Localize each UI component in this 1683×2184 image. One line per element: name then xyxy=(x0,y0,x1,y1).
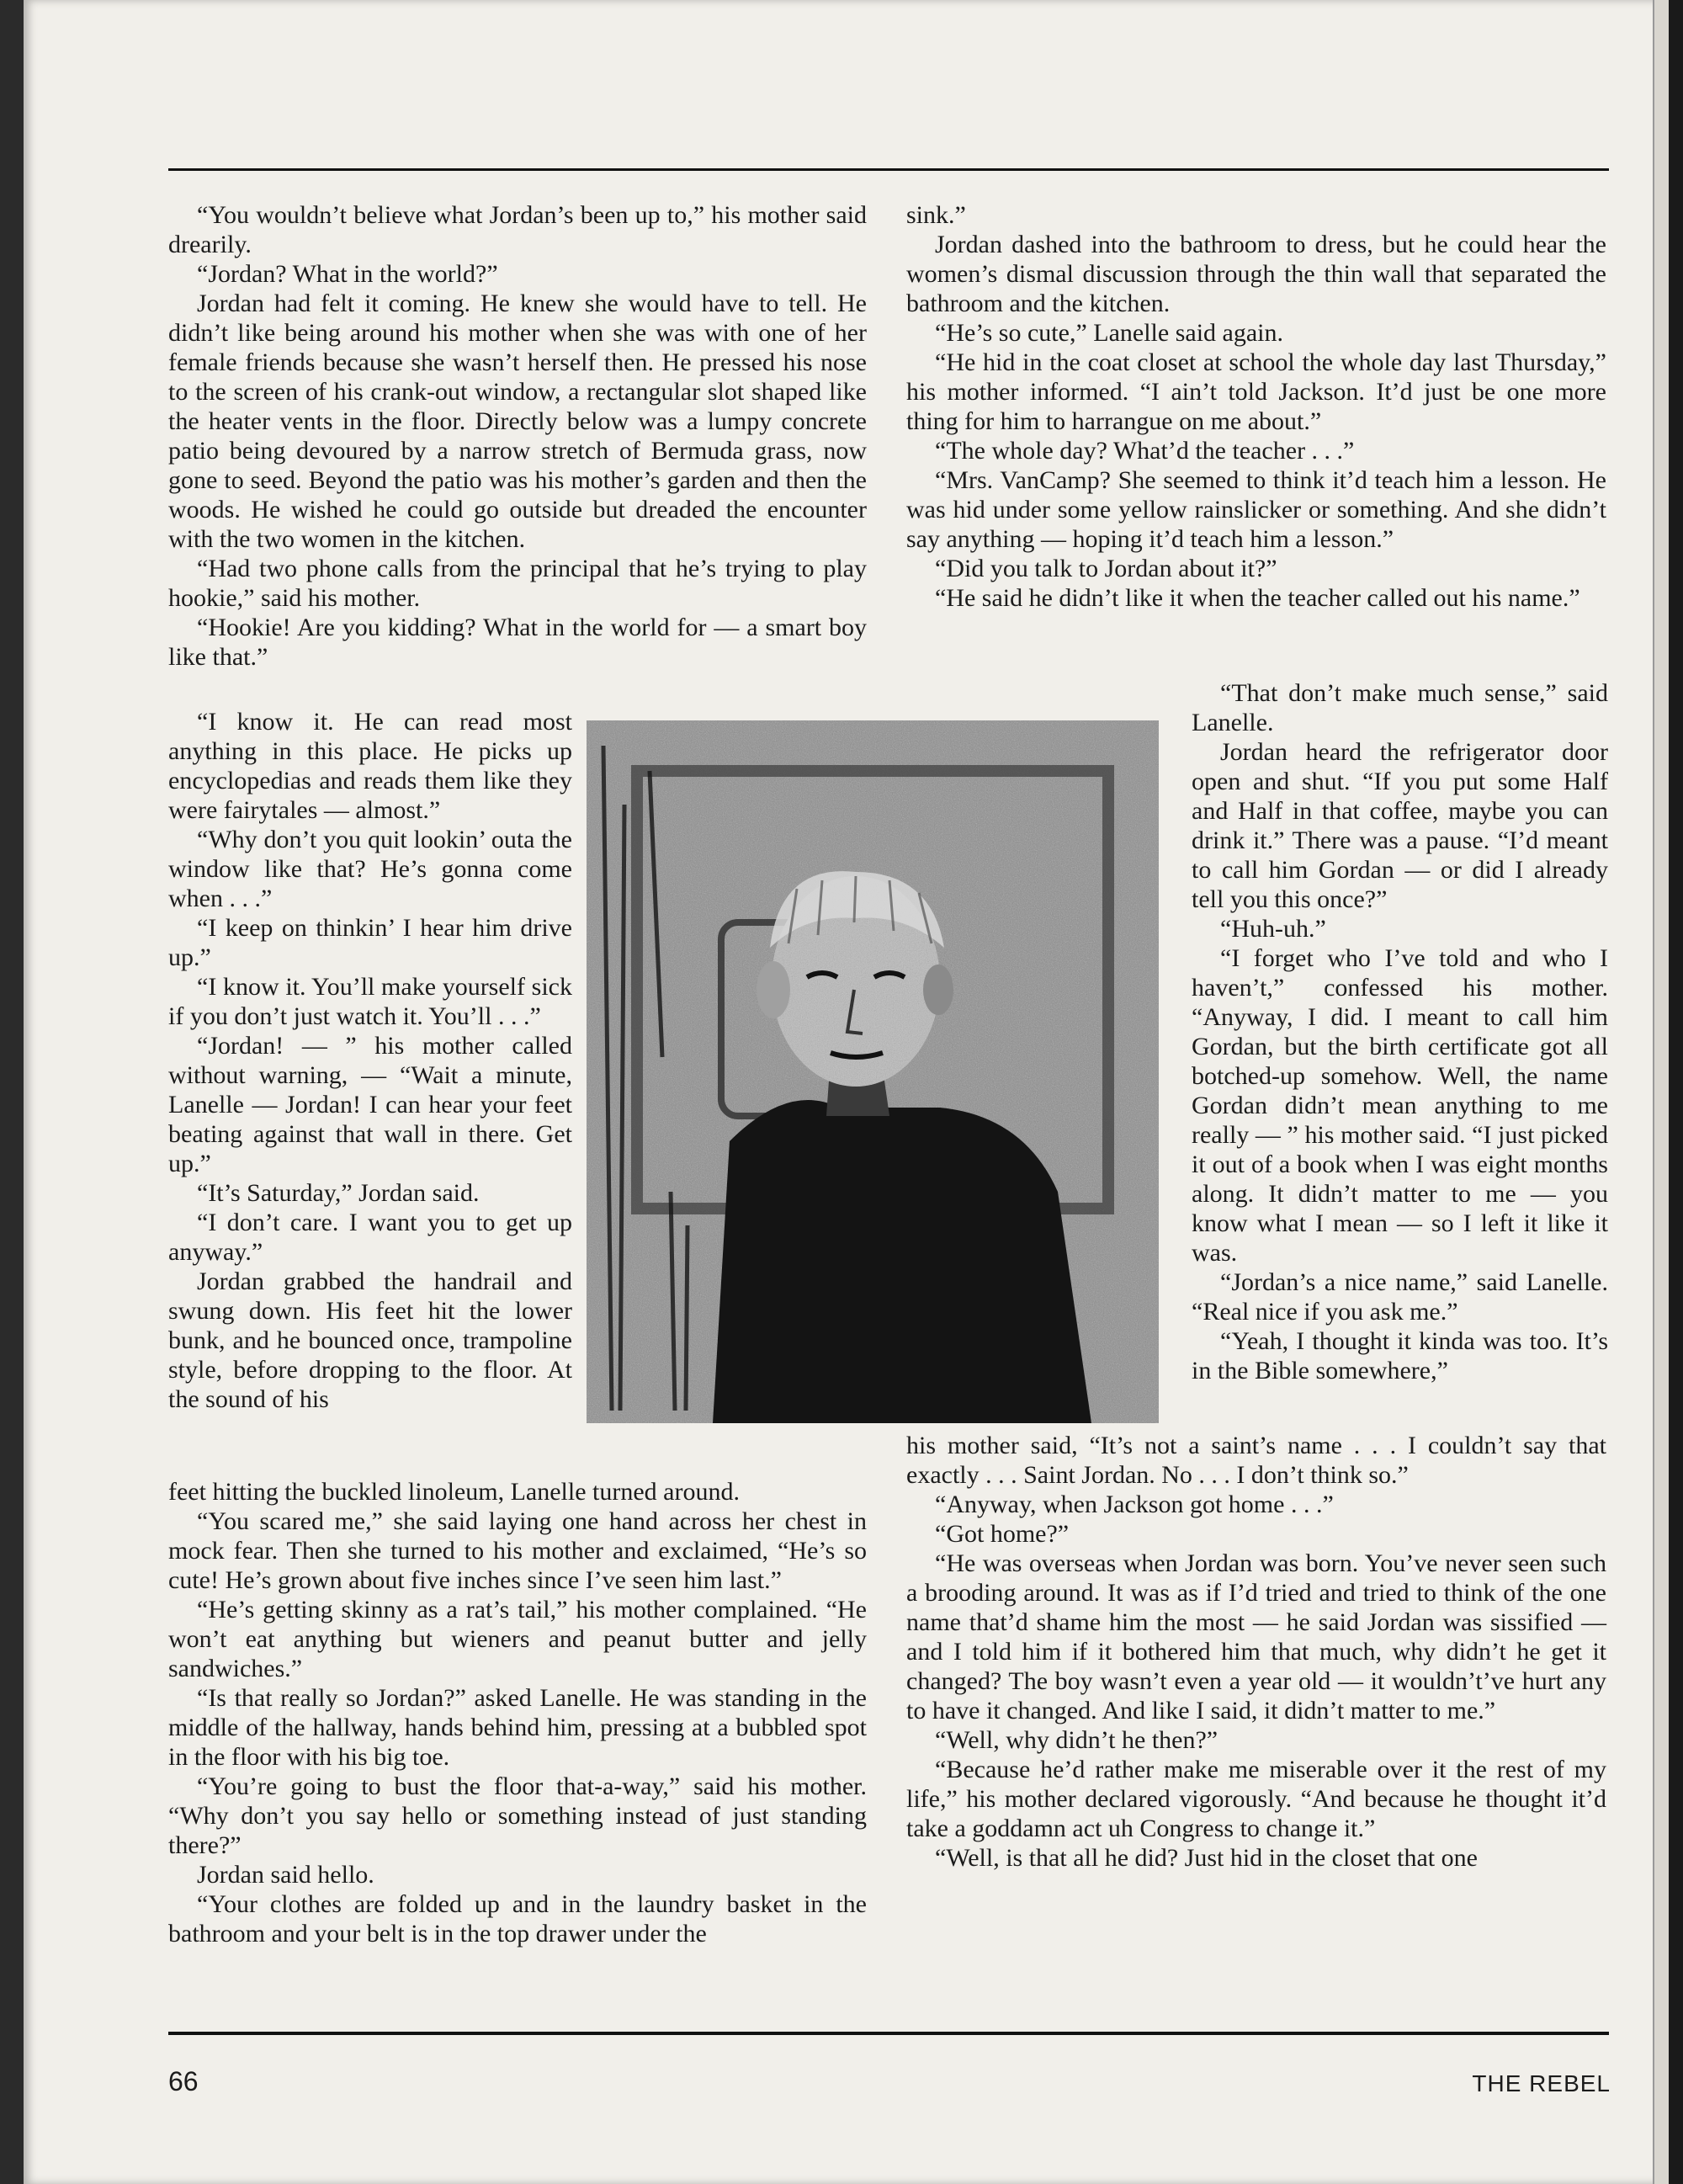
paragraph: “I keep on thinkin’ I hear him drive up.” xyxy=(168,914,572,971)
page-edge xyxy=(1653,0,1669,2184)
paragraph: “Jordan! — ” his mother called without warning, — “Wait a minute, Lanelle — Jordan! I can hear your feet beating against that wall in there. Get up.” xyxy=(168,1032,572,1177)
right-column-narrow xyxy=(1192,678,1608,1385)
paragraph: “He’s getting skinny as a rat’s tail,” his mother complained. “He won’t eat anything but wieners and peanut butter and jelly sandwiches.” xyxy=(168,1596,867,1682)
boy-etching-icon xyxy=(587,720,1159,1423)
paragraph: “The whole day? What’d the teacher . . .” xyxy=(935,437,1355,465)
paragraph: “Well, why didn’t he then?” xyxy=(935,1726,1218,1754)
right-column-top xyxy=(906,200,1606,613)
left-column-narrow xyxy=(168,707,572,1414)
page-number: 66 xyxy=(168,2066,199,2096)
paragraph: “You wouldn’t believe what Jordan’s been up to,” his mother said drearily. xyxy=(168,201,867,258)
paragraph: Jordan grabbed the handrail and swung down. His feet hit the lower bunk, and he bounced once, trampoline style, before dropping to the floor. At the sound of his xyxy=(168,1267,572,1413)
paragraph: “I know it. He can read most anything in this place. He picks up encyclopedias and reads them like they were fairytales — almost.” xyxy=(168,708,572,824)
bottom-rule xyxy=(168,2032,1609,2035)
paragraph: “You’re going to bust the floor that-a-way,” said his mother. “Why don’t you say hello or something instead of just standing there?” xyxy=(168,1772,867,1859)
paragraph: “I know it. You’ll make yourself sick if you don’t just watch it. You’ll . . .” xyxy=(168,973,572,1030)
binding-spine xyxy=(0,0,24,2184)
left-column-bottom xyxy=(168,1477,867,1948)
paragraph: “Why don’t you quit lookin’ outa the window like that? He’s gonna come when . . .” xyxy=(168,826,572,912)
paragraph: “Anyway, when Jackson got home . . .” xyxy=(935,1491,1334,1518)
paragraph: “He was overseas when Jordan was born. You’ve never seen such a brooding around. It was as if I’d tried and tried to think of the one name that’d shame him the most — he said Jordan was sissified — and I told him if it bothered him that much, why didn’t he get it changed? The boy wasn’t even a year old — it wouldn’t’ve hurt any to have it changed. And like I said, it didn’t matter to me.” xyxy=(906,1549,1606,1724)
paragraph-continuation: his mother said, “It’s not a saint’s name . . . I couldn’t say that exactly . . . Saint Jordan. No . . . I don’t think so.” xyxy=(906,1432,1606,1489)
paragraph: “It’s Saturday,” Jordan said. xyxy=(197,1179,480,1207)
paragraph: “Got home?” xyxy=(935,1520,1070,1548)
paragraph: Jordan dashed into the bathroom to dress, but he could hear the women’s dismal discussion through the thin wall that separated the bathroom and the kitchen. xyxy=(906,231,1606,317)
paragraph: “He hid in the coat closet at school the whole day last Thursday,” his mother informed. “I ain’t told Jackson. It’d just be one more thing for him to harrangue on me about.” xyxy=(906,348,1606,435)
paragraph: “Huh-uh.” xyxy=(1220,915,1326,943)
right-column-bottom xyxy=(906,1431,1606,1873)
paragraph: “I don’t care. I want you to get up anyway.” xyxy=(168,1209,572,1266)
paragraph: “Did you talk to Jordan about it?” xyxy=(935,555,1277,582)
paragraph: “Because he’d rather make me miserable over it the rest of my life,” his mother declared vigorously. “And because he thought it’d take a goddamn act uh Congress to change it.” xyxy=(906,1756,1606,1842)
paragraph: “He said he didn’t like it when the teacher called out his name.” xyxy=(935,584,1580,612)
paragraph: “Jordan’s a nice name,” said Lanelle. “Real nice if you ask me.” xyxy=(1192,1268,1608,1326)
paragraph: “Had two phone calls from the principal that he’s trying to play hookie,” said his mother. xyxy=(168,555,867,612)
paragraph: “Well, is that all he did? Just hid in the closet that one xyxy=(935,1844,1478,1872)
paragraph: Jordan had felt it coming. He knew she would have to tell. He didn’t like being around his mother when she was with one of her female friends because she wasn’t herself then. He pressed his nose to the screen of his crank-out window, a rectangular slot shaped like the heater vents in the floor. Directly below was a lumpy concrete patio being devoured by a narrow stretch of Bermuda grass, now gone to seed. Beyond the patio was his mother’s garden and then the woods. He wished he could go outside but dreaded the encounter with the two women in the kitchen. xyxy=(168,290,867,553)
left-column-top xyxy=(168,200,867,672)
paragraph: “You scared me,” she said laying one hand across her chest in mock fear. Then she turned to his mother and exclaimed, “He’s so cute! He’s grown about five inches since I’ve seen him last.” xyxy=(168,1507,867,1594)
paragraph: “Mrs. VanCamp? She seemed to think it’d teach him a lesson. He was hid under some yellow rainslicker or something. And she didn’t say anything — hoping it’d teach him a lesson.” xyxy=(906,466,1606,553)
paragraph: “He’s so cute,” Lanelle said again. xyxy=(935,319,1283,347)
paragraph: “Hookie! Are you kidding? What in the world for — a smart boy like that.” xyxy=(168,614,867,671)
paragraph: Jordan said hello. xyxy=(197,1861,374,1889)
paragraph-continuation: sink.” xyxy=(906,201,966,229)
paragraph: Jordan heard the refrigerator door open and shut. “If you put some Half and Half in that coffee, maybe you can drink it.” There was a pause. “I’d meant to call him Gordan — or did I already tell you this once?” xyxy=(1192,738,1608,913)
paragraph: “Yeah, I thought it kinda was too. It’s in the Bible somewhere,” xyxy=(1192,1327,1608,1384)
magazine-name: THE REBEL xyxy=(1472,2070,1611,2096)
paragraph: “Jordan? What in the world?” xyxy=(197,260,498,288)
paragraph: “Your clothes are folded up and in the laundry basket in the bathroom and your belt is in the top drawer under the xyxy=(168,1890,867,1948)
paragraph: “Is that really so Jordan?” asked Lanelle. He was standing in the middle of the hallway, hands behind him, pressing at a bubbled spot in the floor with his big toe. xyxy=(168,1684,867,1771)
paragraph-continuation: feet hitting the buckled linoleum, Lanelle turned around. xyxy=(168,1478,740,1506)
paragraph: “I forget who I’ve told and who I haven’t,” confessed his mother. “Anyway, I did. I meant to call him Gordan, but the birth certificate got all botched-up somehow. Well, the name Gordan didn’t mean anything to me really — ” his mother said. “I just picked it out of a book when I was eight months along. It didn’t matter to me — you know what I mean — so I left it like it was. xyxy=(1192,944,1608,1267)
boy-etching-illustration xyxy=(587,720,1159,1423)
paragraph: “That don’t make much sense,” said Lanelle. xyxy=(1192,679,1608,736)
top-rule xyxy=(168,168,1609,171)
